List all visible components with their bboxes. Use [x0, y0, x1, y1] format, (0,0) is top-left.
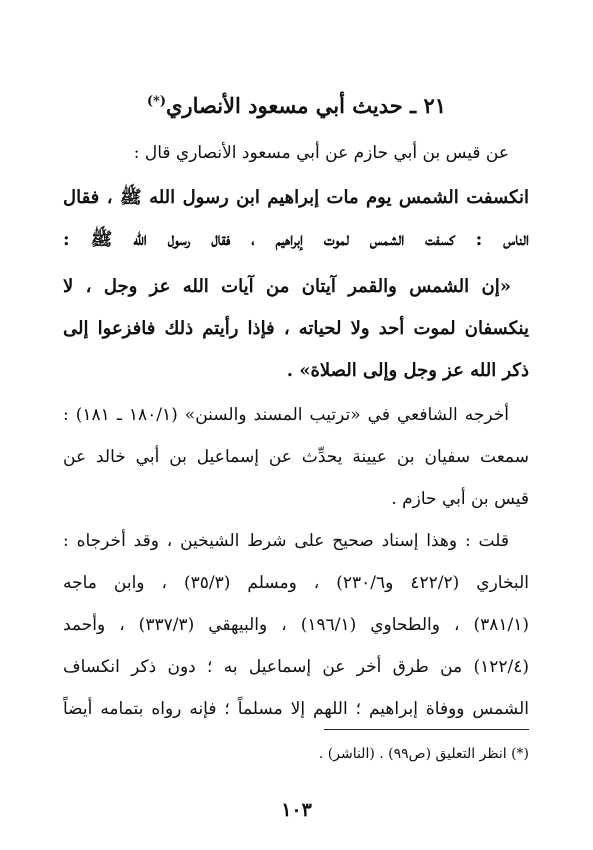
footnote-divider	[324, 729, 529, 730]
takhrij-line: أخرجه الشافعي في «ترتيب المسند والسنن» (١٨٠/١ ـ ١٨١) :	[63, 405, 509, 425]
commentary-line: (٣٨١/١) ، والطحاوي (١٩٦/١) ، والبيهقي (٣٣٧/٣) ، وأحمد	[63, 615, 529, 635]
hadith-text-line: ينكسفان لموت أحد ولا لحياته ، فإذا رأيتم ذلك فافزعوا إلى	[63, 318, 529, 339]
chapter-title	[0, 82, 593, 122]
takhrij-line: قيس بن أبي حازم .	[391, 489, 529, 509]
commentary-line: الشمس ووفاة إبراهيم ؛ اللهم إلا مسلماً ؛ فإنه رواه بتمامه أيضاً	[63, 699, 529, 719]
footnote: (*) انظر التعليق (ص٩٩) . (الناشر) .	[318, 746, 529, 762]
page-number: ١٠٣	[281, 799, 312, 821]
takhrij-line: سمعت سفيان بن عيينة يحدِّث عن إسماعيل بن أبي خالد عن	[63, 447, 529, 467]
hadith-narration-line: الناس : كسفت الشمس لموت إبراهيم ، فقال رسول الله ﷺ :	[63, 229, 529, 250]
commentary-line: البخاري (٤٢٢/٢ و٢٣٠/٦) ، ومسلم (٣٥/٣) ، وابن ماجه	[63, 573, 529, 593]
hadith-narration-line: انكسفت الشمس يوم مات إبراهيم ابن رسول الله ﷺ ، فقال	[63, 187, 529, 208]
commentary-line: قلت : وهذا إسناد صحيح على شرط الشيخين ، وقد أخرجاه :	[63, 531, 509, 551]
commentary-line: (١٢٢/٤) من طرق أخر عن إسماعيل به ؛ دون ذكر انكساف	[63, 657, 529, 677]
chapter-footnote-marker: (*)	[146, 94, 166, 109]
hadith-text-line: «إن الشمس والقمر آيتان من آيات الله عز وجل ، لا	[63, 276, 511, 297]
isnad-intro: عن قيس بن أبي حازم عن أبي مسعود الأنصاري قال :	[133, 143, 509, 163]
hadith-text-line: ذكر الله عز وجل وإلى الصلاة» .	[286, 360, 529, 381]
chapter-title-text: ٢١ ـ حديث أبي مسعود الأنصاري	[166, 93, 447, 118]
